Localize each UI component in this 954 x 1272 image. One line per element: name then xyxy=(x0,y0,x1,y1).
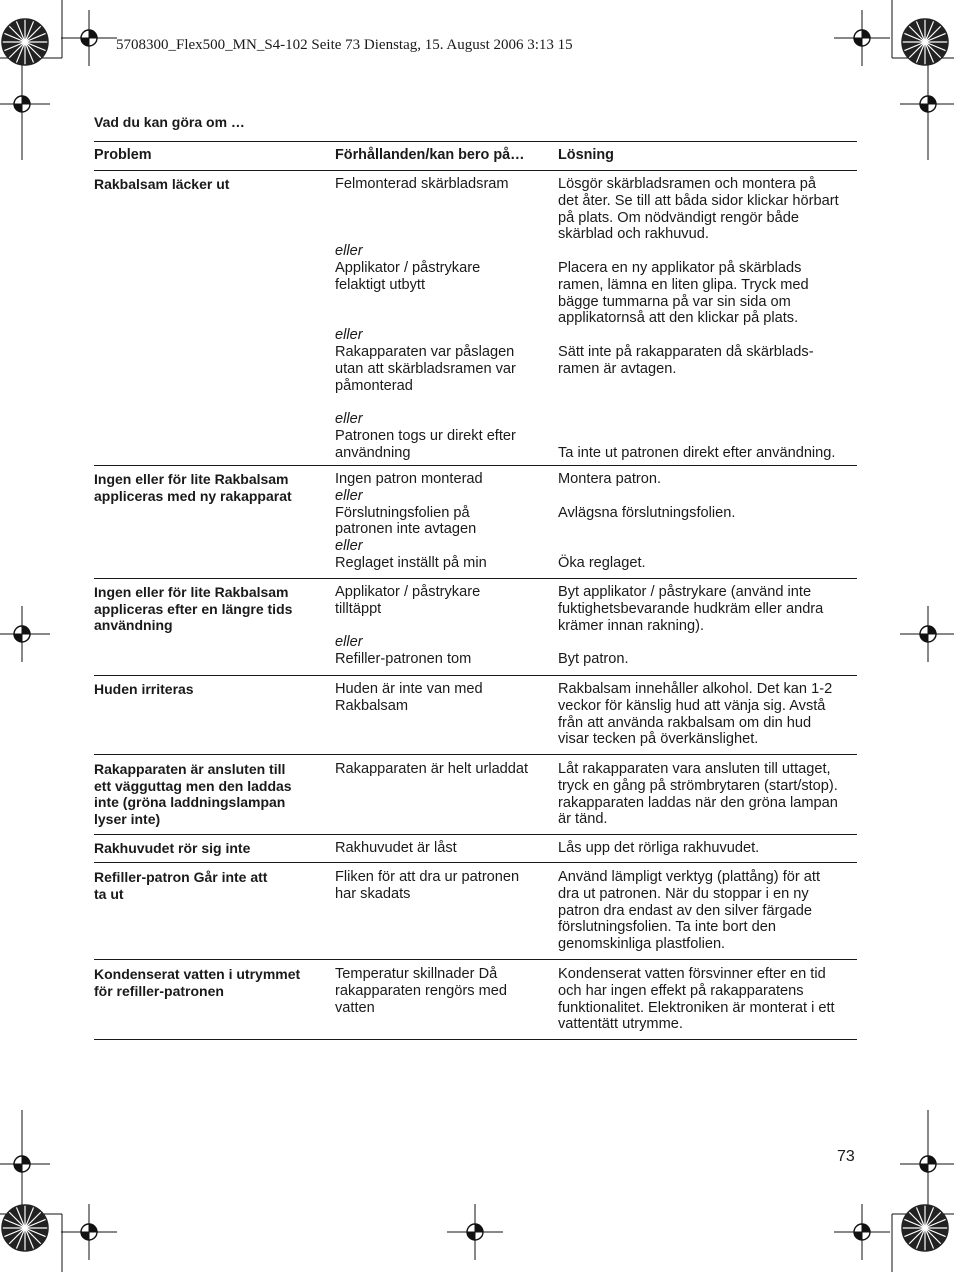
solution-cell: Lås upp det rörliga rakhuvudet. xyxy=(558,840,760,856)
row-divider xyxy=(94,959,857,960)
cause-cell: Rakhuvudet är låst xyxy=(335,840,457,856)
separator-eller: eller xyxy=(335,243,363,260)
solution-cell: Montera patron. Avlägsna förslutningsfolien. Öka reglaget. xyxy=(558,471,736,571)
header-problem: Problem xyxy=(94,147,152,163)
problem-cell: Refiller-patron Går inte att ta ut xyxy=(94,869,268,902)
cause-cell: Felmonterad skärbladsram eller Applikator / påstrykare felaktigt utbytt eller Rakapparaten var påslagen utan att skärbladsramen var påmonterad eller Patronen togs ur direkt efter användning xyxy=(335,176,550,462)
solution-cell: Använd lämpligt verktyg (plattång) för att dra ut patronen. När du stoppar i en ny patron dra endast av den silver färgade förslutningsfolien. Ta inte bort den genomskinliga plastfolien. xyxy=(558,869,821,953)
row-divider xyxy=(94,862,857,863)
cause-cell: Huden är inte van med Rakbalsam xyxy=(335,681,483,714)
cause-cell: Temperatur skillnader Då rakapparaten rengörs med vatten xyxy=(335,966,507,1016)
solution-cell: Låt rakapparaten vara ansluten till uttaget, tryck en gång på strömbrytaren (start/stop). rakapparaten laddas när den gröna lampan är tänd. xyxy=(558,761,838,828)
row-divider xyxy=(94,675,857,676)
table-top-rule xyxy=(94,141,857,142)
row-divider xyxy=(94,834,857,835)
header-cause: Förhållanden/kan bero på… xyxy=(335,147,525,163)
separator-eller: eller xyxy=(335,327,363,344)
cause-cell: Applikator / påstrykare tilltäppt eller Refiller-patronen tom xyxy=(335,584,550,668)
problem-cell: Kondenserat vatten i utrymmet för refiller-patronen xyxy=(94,966,301,999)
page-number: 73 xyxy=(837,1148,855,1165)
row-divider xyxy=(94,754,857,755)
problem-cell: Rakhuvudet rör sig inte xyxy=(94,840,251,856)
solution-cell: Kondenserat vatten försvinner efter en tid och har ingen effekt på rakapparatens funktionalitet. Elektroniken är monterat i ett vattentätt utrymme. xyxy=(558,966,835,1033)
problem-cell: Ingen eller för lite Rakbalsam appliceras efter en längre tids användning xyxy=(94,584,293,634)
separator-eller: eller xyxy=(335,411,363,428)
row-divider xyxy=(94,465,857,466)
section-title: Vad du kan göra om … xyxy=(94,114,245,130)
table-header-rule xyxy=(94,170,857,171)
solution-cell: Lösgör skärbladsramen och montera på det åter. Se till att båda sidor klickar hörbart på plats. Om nödvändigt rengör både skärblad och rakhuvud. Placera en ny applikator på skärblads ramen, lämna en liten glipa. Tryck med bägge tummarna på var sin sida om applikatornså att den klickar på plats. Sätt inte på rakapparaten då skärblads- ramen är avtagen. Ta inte ut patronen direkt efter användning. xyxy=(558,176,839,461)
separator-eller: eller xyxy=(335,487,363,504)
solution-cell: Rakbalsam innehåller alkohol. Det kan 1-2 veckor för känslig hud att vänja sig. Avstå från att använda rakbalsam om din hud visar tecken på överkänslighet. xyxy=(558,681,833,748)
problem-cell: Huden irriteras xyxy=(94,681,194,697)
row-divider xyxy=(94,578,857,579)
separator-eller: eller xyxy=(335,538,363,555)
header-solution: Lösning xyxy=(558,147,614,163)
print-header: 5708300_Flex500_MN_S4-102 Seite 73 Dienstag, 15. August 2006 3:13 15 xyxy=(116,37,573,53)
problem-cell: Rakbalsam läcker ut xyxy=(94,176,230,192)
problem-cell: Ingen eller för lite Rakbalsam appliceras med ny rakapparat xyxy=(94,471,292,504)
problem-cell: Rakapparaten är ansluten till ett vägguttag men den laddas inte (gröna laddningslampan lyser inte) xyxy=(94,761,292,827)
solution-cell: Byt applikator / påstrykare (använd inte fuktighetsbevarande hudkräm eller andra krämer innan rakning). Byt patron. xyxy=(558,584,824,668)
cause-cell: Fliken för att dra ur patronen har skadats xyxy=(335,869,520,902)
cause-cell: Rakapparaten är helt urladdat xyxy=(335,761,529,777)
cause-cell: Ingen patron monterad eller Förslutningsfolien på patronen inte avtagen eller Reglaget inställt på min xyxy=(335,471,550,572)
table-bottom-rule xyxy=(94,1039,857,1040)
separator-eller: eller xyxy=(335,634,363,651)
